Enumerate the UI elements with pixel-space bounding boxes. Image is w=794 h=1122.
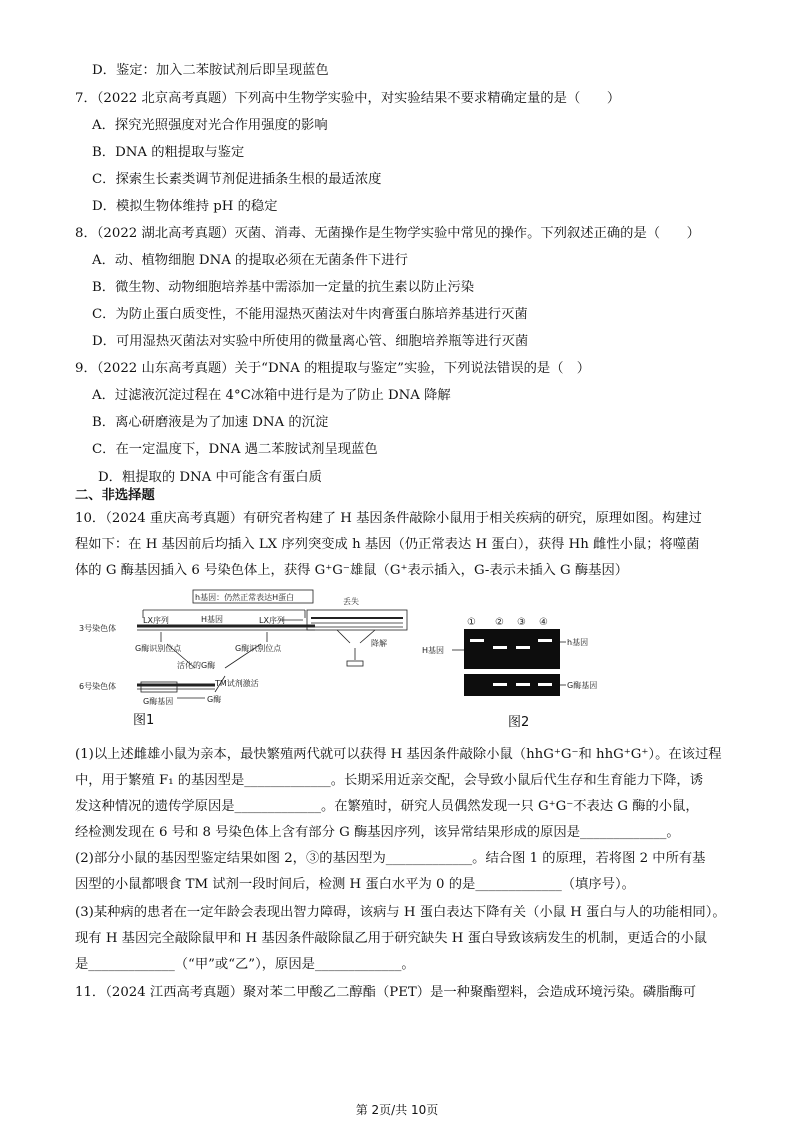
q8-option-a: A．动、植物细胞 DNA 的提取必须在无菌条件下进行	[92, 253, 408, 268]
question-9: 9．（2022 山东高考真题）关于“DNA 的粗提取与鉴定”实验，下列说法错误的是（ ）	[75, 361, 591, 376]
fig1-tm: TM试剂激活	[215, 679, 259, 688]
lane-3: ③	[517, 617, 526, 628]
part1-line2: 中，用于繁殖 F₁ 的基因型是_____________。长期采用近亲交配，会导致小鼠后代生存和生育能力下降，诱	[75, 773, 704, 788]
q9-option-b: B．离心研磨液是为了加速 DNA 的沉淀	[92, 415, 329, 430]
fig2-h-small-label: h基因	[567, 638, 589, 647]
q8-option-c: C．为防止蛋白质变性，不能用湿热灭菌法对牛肉膏蛋白胨培养基进行灭菌	[92, 307, 528, 322]
question-7: 7．（2022 北京高考真题）下列高中生物学实验中，对实验结果不要求精确定量的是（ ）	[75, 91, 621, 106]
fig1-cut-right: G酶识别位点	[235, 644, 282, 653]
q7-option-d: D．模拟生物体维持 pH 的稳定	[92, 199, 278, 214]
fig1-caption: 图1	[133, 713, 155, 728]
part1-line3: 发这种情况的遗传学原因是_____________。在繁殖时，研究人员偶然发现一只 G⁺G⁻不表达 G 酶的小鼠，	[75, 799, 699, 814]
part1-line1: (1)以上述雌雄小鼠为亲本，最快繁殖两代就可以获得 H 基因条件敲除小鼠（hhG⁺G⁻和 hhG⁺G⁺）。在该过程	[75, 747, 722, 762]
lane-1: ①	[467, 617, 476, 628]
part2-line1: (2)部分小鼠的基因型鉴定结果如图 2，③的基因型为_____________。结合图 1 的原理，若将图 2 中所有基	[75, 851, 706, 866]
question-8: 8．（2022 湖北高考真题）灭菌、消毒、无菌操作是生物学实验中常见的操作。下列叙述正确的是（ ）	[75, 226, 700, 241]
fig1-lost: 丢失	[343, 597, 359, 606]
q9-option-a: A．过滤液沉淀过程在 4°C冰箱中进行是为了防止 DNA 降解	[92, 388, 451, 403]
fig1-lx-left: LX序列	[143, 616, 169, 625]
lane-2: ②	[495, 617, 504, 628]
part3-line3: 是_____________（“甲”或“乙”），原因是_____________。	[75, 957, 415, 972]
fig1-lx-right: LX序列	[259, 616, 285, 625]
question-11: 11．（2024 江西高考真题）聚对苯二甲酸乙二醇酯（PET）是一种聚酯塑料，会造成环境污染。磷脂酶可	[75, 985, 697, 1000]
part3-line2: 现有 H 基因完全敲除鼠甲和 H 基因条件敲除鼠乙用于研究缺失 H 蛋白导致该病发生的机制，更适合的小鼠	[75, 931, 707, 946]
fig1-title: h基因：仍然正常表达H蛋白	[195, 593, 295, 602]
section-heading: 二、非选择题	[75, 488, 155, 503]
part3-line1: (3)某种病的患者在一定年龄会表现出智力障碍，该病与 H 蛋白表达下降有关（小鼠 H 蛋白与人的功能相同）。	[75, 905, 726, 920]
fig1-chr3-label: 3号染色体	[79, 624, 117, 633]
fig1-g-enzyme: G酶	[207, 695, 222, 704]
fig2-caption: 图2	[508, 715, 530, 730]
part1-line4: 经检测发现在 6 号和 8 号染色体上含有部分 G 酶基因序列，该异常结果形成的原因是_____________。	[75, 825, 680, 840]
figure-1-diagram	[75, 588, 420, 728]
gel-top	[464, 629, 560, 669]
part2-line2: 因型的小鼠都喂食 TM 试剂一段时间后，检测 H 蛋白水平为 0 的是_____________（填序号）。	[75, 877, 635, 892]
question-10-line3: 体的 G 酶基因插入 6 号染色体上，获得 G⁺G⁻雄鼠（G⁺表示插入，G-表示未插入 G 酶基因）	[75, 563, 629, 578]
lane-4: ④	[539, 617, 548, 628]
page-footer: 第 2页/共 10页	[355, 1103, 439, 1117]
q7-option-a: A．探究光照强度对光合作用强度的影响	[92, 118, 328, 133]
figure-2-gel	[420, 614, 640, 732]
fig1-cut-left: G酶识别位点	[135, 644, 182, 653]
q9-option-d: D．粗提取的 DNA 中可能含有蛋白质	[98, 470, 322, 485]
fig1-degrade: 降解	[371, 639, 387, 648]
q6-option-d: D．鉴定：加入二苯胺试剂后即呈现蓝色	[92, 63, 329, 78]
q7-option-b: B．DNA 的粗提取与鉴定	[92, 145, 245, 160]
question-10-line1: 10．（2024 重庆高考真题）有研究者构建了 H 基因条件敲除小鼠用于相关疾病的研究，原理如图。构建过	[75, 511, 702, 526]
fig2-h-gene-label: H基因	[422, 646, 445, 655]
fig2-g-label: G酶基因	[567, 681, 598, 690]
fig1-g-gene: G酶基因	[143, 697, 174, 706]
fig1-chr6-label: 6号染色体	[79, 682, 117, 691]
question-10-line2: 程如下：在 H 基因前后均插入 LX 序列突变成 h 基因（仍正常表达 H 蛋白），获得 Hh 雌性小鼠；将噬菌	[75, 537, 700, 552]
fig1-active-g: 活化的G酶	[177, 661, 216, 670]
fig1-h-gene: H基因	[201, 615, 224, 624]
q8-option-d: D．可用湿热灭菌法对实验中所使用的微量离心管、细胞培养瓶等进行灭菌	[92, 334, 529, 349]
q7-option-c: C．探索生长素类调节剂促进插条生根的最适浓度	[92, 172, 382, 187]
q9-option-c: C．在一定温度下，DNA 遇二苯胺试剂呈现蓝色	[92, 442, 378, 457]
q8-option-b: B．微生物、动物细胞培养基中需添加一定量的抗生素以防止污染	[92, 280, 475, 295]
